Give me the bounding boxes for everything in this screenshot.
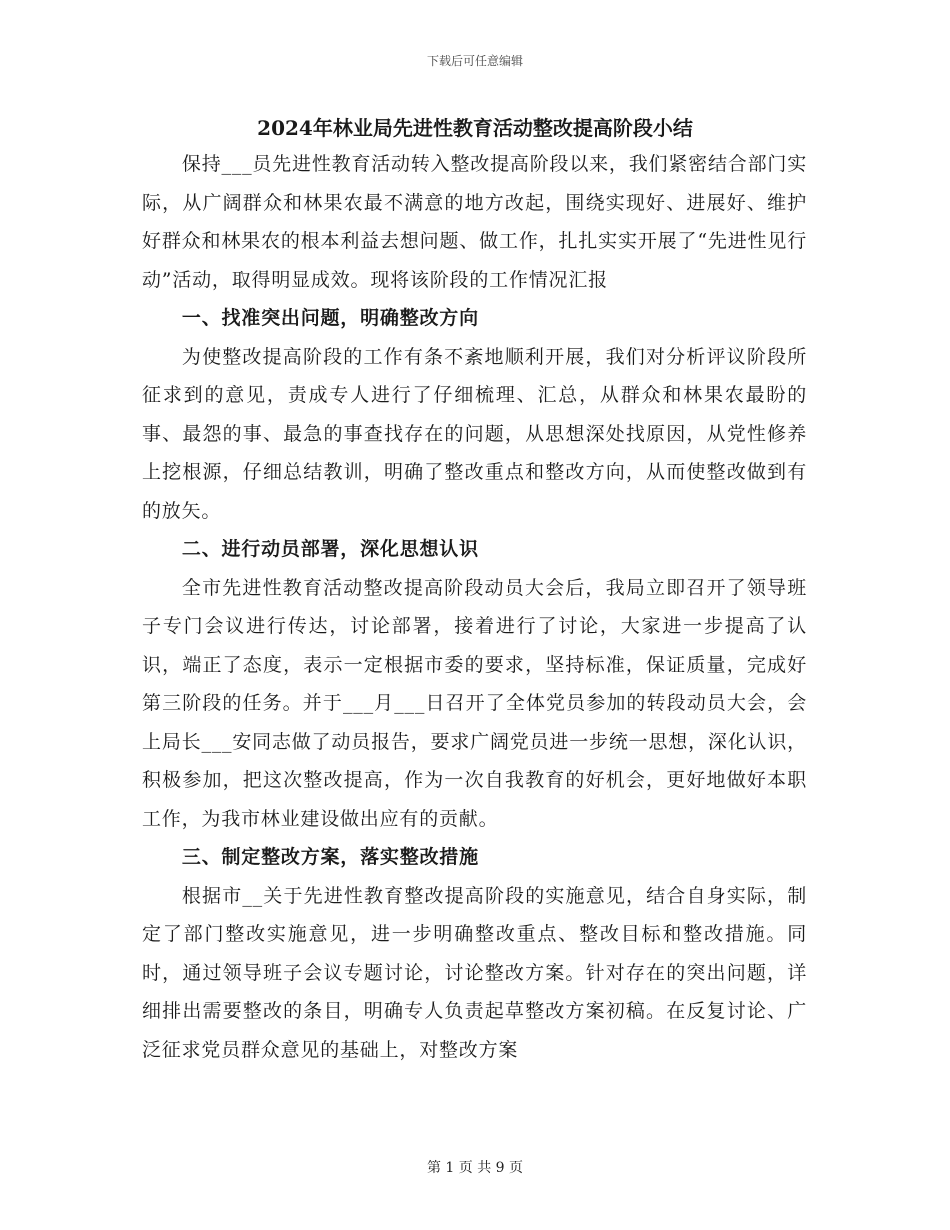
section-paragraph-2: 全市先进性教育活动整改提高阶段动员大会后，我局立即召开了领导班子专门会议进行传达，讨论部署，接着进行了讨论，大家进一步提高了认识，端正了态度，表示一定根据市委的要求，坚持标准，保证质量，完成好第三阶段的任务。并于___月___日召开了全体党员参加的转段动员大会，会上局长___安同志做了动员报告，要求广阔党员进一步统一思想，深化认识，积极参加，把这次整改提高，作为一次自我教育的好机会，更好地做好本职工作，为我市林业建设做出应有的贡献。	[142, 576, 807, 830]
section-heading-2: 二、进行动员部署，深化思想认识	[181, 538, 479, 560]
section-paragraph-1: 为使整改提高阶段的工作有条不紊地顺利开展，我们对分析评议阶段所征求到的意见，责成专人进行了仔细梳理、汇总，从群众和林果农最盼的事、最怨的事、最急的事查找存在的问题，从思想深处找原因，从党性修养上挖根源，仔细总结教训，明确了整改重点和整改方向，从而使整改做到有的放矢。	[142, 345, 807, 522]
page-number: 第 1 页 共 9 页	[426, 1160, 524, 1176]
section-heading-1: 一、找准突出问题，明确整改方向	[181, 307, 479, 329]
intro-paragraph: 保持___员先进性教育活动转入整改提高阶段以来，我们紧密结合部门实际，从广阔群众和林果农最不满意的地方改起，围绕实现好、进展好、维护好群众和林果农的根本利益去想问题、做工作，扎扎实实开展了“先进性见行动”活动，取得明显成效。现将该阶段的工作情况汇报	[142, 153, 807, 291]
document-body	[142, 145, 807, 1069]
section-heading-3: 三、制定整改方案，落实整改措施	[181, 846, 479, 868]
document-title: 2024年林业局先进性教育活动整改提高阶段小结	[257, 116, 693, 140]
section-paragraph-3: 根据市__关于先进性教育整改提高阶段的实施意见，结合自身实际，制定了部门整改实施意见，进一步明确整改重点、整改目标和整改措施。同时，通过领导班子会议专题讨论，讨论整改方案。针对存在的突出问题，详细排出需要整改的条目，明确专人负责起草整改方案初稿。在反复讨论、广泛征求党员群众意见的基础上，对整改方案	[142, 884, 807, 1061]
header-note: 下载后可任意编辑	[426, 54, 523, 68]
